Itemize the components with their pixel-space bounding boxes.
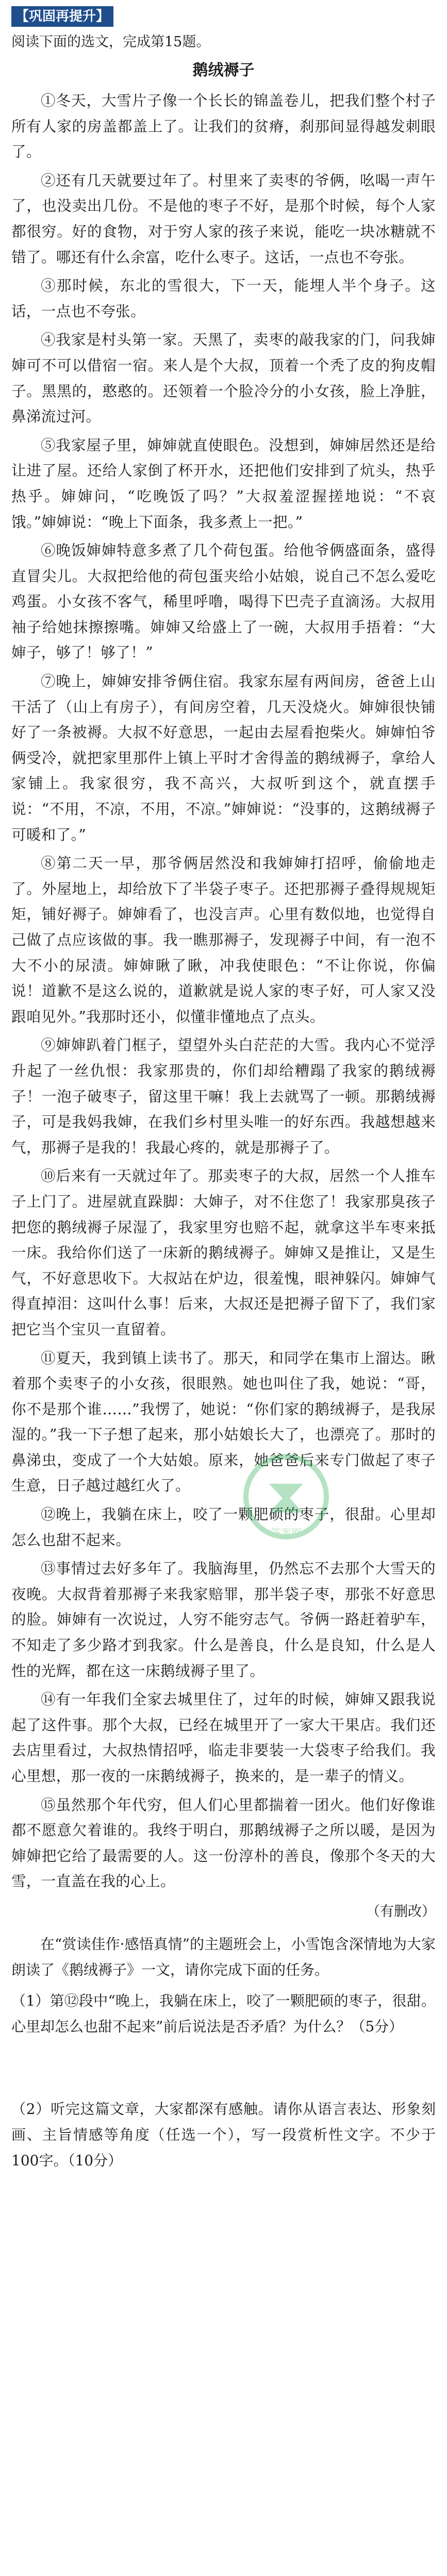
section-tag: 【巩固再提升】 [11, 6, 113, 27]
paragraph-3: ③那时候，东北的雪很大，下一天，能埋人半个身子。这话，一点也不夸张。 [11, 277, 436, 320]
question-1: （1）第⑫段中“晚上，我躺在床上，咬了一颗肥硕的枣子，很甜。心里却怎么也甜不起来”前后说法是否矛盾？为什么？（5分） [11, 1992, 436, 2035]
paragraph-6: ⑥晚饭婶婶特意多煮了几个荷包蛋。给他爷俩盛面条，盛得直冒尖儿。大叔把给他的荷包蛋夹给小姑娘，说自己不怎么爱吃鸡蛋。小女孩不客气，稀里呼噜，喝得下巴壳子直滴汤。大叔用袖子给她抹擦擦嘴。婶婶又给盛上了一碗，大叔用手捂着：“大婶子，够了！够了！” [11, 542, 436, 662]
paragraph-14: ⑭有一年我们全家去城里住了，过年的时候，婶婶又跟我说起了这件事。那个大叔，已经在城里开了一家大干果店。我们还去店里看过，大叔热情招呼，临走非要装一大袋枣子给我们。我心里想，那一夜的一床鹅绒褥子，换来的，是一辈子的情义。 [11, 1691, 436, 1785]
source-note: （有删改） [366, 1903, 436, 1920]
paragraph-12: ⑫晚上，我躺在床上，咬了一颗肥硕的枣子，很甜。心里却怎么也甜不起来。 [11, 1506, 436, 1549]
paragraph-9: ⑨婶婶趴着门框子，望望外头白茫茫的大雪。我内心不觉浮升起了一丝仇恨：我家那贵的，你们却给糟蹋了我家的鹅绒褥子！一泡子破枣子，留这里干嘛！我上去就骂了一顿。那鹅绒褥子，可是我妈我婶，在我们乡村里头唯一的好东西。我越想越来气，那褥子是我的！我最心疼的，就是那褥子了。 [11, 1037, 436, 1156]
paragraph-8: ⑧第二天一早，那爷俩居然没和我婶婶打招呼，偷偷地走了。外屋地上，却给放下了半袋子枣子。还把那褥子叠得规规矩矩，铺好褥子。婶婶看了，也没言声。心里有数似地，也觉得自己做了点应该做的事。我一瞧那褥子，发现褥子中间，有一泡不大不小的尿渍。婶婶瞅了瞅，冲我使眼色：“不让你说，你偏说！道歉不是这么说的，道歉就是说人家的枣子好，可人家又没跟咱见外。”我那时还小，似懂非懂地点了点头。 [11, 855, 436, 1025]
paragraph-1: ①冬天，大雪片子像一个长长的锦盖卷儿，把我们整个村子所有人家的房盖都盖上了。让我们的贫瘠，刹那间显得越发刺眼了。 [11, 92, 436, 161]
paragraph-2: ②还有几天就要过年了。村里来了卖枣的爷俩，吆喝一声午了，也没卖出几份。不是他的枣子不好，是那个时候，每个人家都很穷。好的食物，对于穷人家的孩子来说，能吃一块冰糖就不错了。哪还有什么余富，吃什么枣子。这话，一点也不夸张。 [11, 172, 436, 266]
paragraph-10: ⑩后来有一天就过年了。那卖枣子的大叔，居然一个人推车子上门了。进屋就直跺脚：大婶子，对不住您了！我家那臭孩子把您的鹅绒褥子尿湿了，我家里穷也赔不起，就拿这半车枣来抵一床。我给你们送了一床新的鹅绒褥子。婶婶又是推让，又是生气，不好意思收下。大叔站在炉边，很羞愧，眼神躲闪。婶婶气得直掉泪：这叫什么事！后来，大叔还是把褥子留下了，我们家把它当个宝贝一直留着。 [11, 1167, 436, 1338]
paragraph-5: ⑤我家屋子里，婶婶就直使眼色。没想到，婶婶居然还是给让进了屋。还给人家倒了杯开水，还把他们安排到了炕头，热乎热乎。婶婶问，“吃晚饭了吗？”大叔羞涩握搓地说：“不哀饿。”婶婶说：“晚上下面条，我多煮上一把。” [11, 436, 436, 531]
watermark-text: 答案圈 [271, 1527, 302, 1539]
paragraph-7: ⑦晚上，婶婶安排爷俩住宿。我家东屋有两间房，爸爸上山干活了（山上有房子），有间房空着，几天没烧火。婶婶很快铺好了一条被褥。大叔不好意思，一起由去屋看抱柴火。婶婶怕爷俩受冷，就把家里那件上镇上平时才舍得盖的鹅绒褥子，拿给人家铺上。我家很穷，我不高兴，大叔听到这个，就直摆手说：“不用，不凉，不用，不凉。”婶婶说：“没事的，这鹅绒褥子可暖和了。” [11, 673, 436, 843]
paragraph-15: ⑮虽然那个年代穷，但人们心里都揣着一团火。他们好像谁都不愿意欠着谁的。我终于明白，那鹅绒褥子之所以暖，是因为婶婶把它给了最需要的人。这一份淳朴的善良，像那个冬天的大雪，一直盖在我的心上。 [11, 1796, 436, 1890]
question-2: （2）听完这篇文章，大家都深有感触。请你从语言表达、形象刻画、主旨情感等角度（任选一个），写一段赏析性文字。不少于100字。（10分） [11, 2100, 436, 2169]
task-description: 在“赏读佳作·感悟真情”的主题班会上，小雪饱含深情地为大家朗读了《鹅绒褥子》一文，请你完成下面的任务。 [11, 1935, 436, 1978]
reading-instruction: 阅读下面的选文，完成第15题。 [11, 34, 210, 50]
article-title: 鹅绒褥子 [192, 61, 255, 79]
paragraph-11: ⑪夏天，我到镇上读书了。那天，和同学在集市上溜达。瞅着那个卖枣子的小女孩，很眼熟。她也叫住了我，她说：“哥，你不是那个谁……”我愣了，她说：“你们家的鹅绒褥子，是我尿湿的。”我一下子想了起来，那小姑娘长大了，也漂亮了。那时的鼻涕虫，变成了一个大姑娘。原来，她爸爸后来专门做起了枣子生意，日子越过越红火了。 [11, 1349, 436, 1495]
paragraph-13: ⑬事情过去好多年了。我脑海里，仍然忘不去那个大雪天的夜晚。大叔背着那褥子来我家赔罪，那半袋子枣，那张不好意思的脸。婶婶有一次说过，人穷不能穷志气。爷俩一路赶着驴车，不知走了多少路才到我家。什么是善良，什么是良知，什么是人性的光辉，都在这一床鹅绒褥子里了。 [11, 1560, 436, 1680]
paragraph-4: ④我家是村头第一家。天黑了，卖枣的敲我家的门，问我婶婶可不可以借宿一宿。来人是个大叔，顶着一个秃了皮的狗皮帽子。黑黑的，憨憨的。还领着一个脸冷分的小女孩，脸上净脏，鼻涕流过河。 [11, 331, 436, 426]
